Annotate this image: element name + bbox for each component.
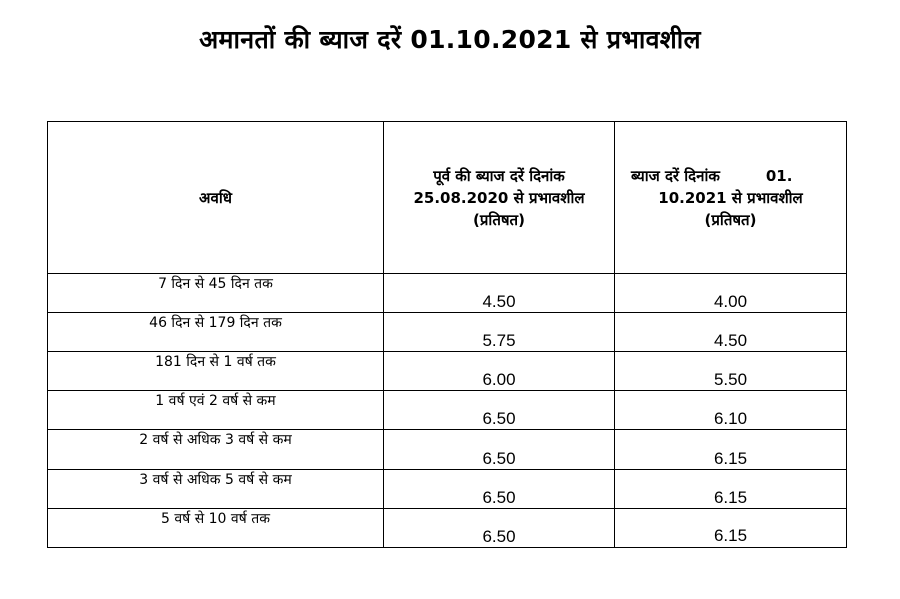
period-cell: 3 वर्ष से अधिक 5 वर्ष से कम	[48, 470, 384, 509]
new-rate-cell: 6.10	[615, 391, 847, 430]
new-rate-cell: 5.50	[615, 352, 847, 391]
table-row	[48, 274, 847, 313]
period-cell: 181 दिन से 1 वर्ष तक	[48, 352, 384, 391]
table-header-row	[48, 122, 847, 274]
header-previous-line2: 25.08.2020 से प्रभावशील	[413, 188, 585, 207]
previous-rate-cell: 5.75	[384, 313, 615, 352]
previous-rate-cell: 6.50	[384, 430, 615, 470]
table-row	[48, 470, 847, 509]
previous-rate-cell: 6.00	[384, 352, 615, 391]
previous-rate-cell: 6.50	[384, 509, 615, 548]
table-row	[48, 430, 847, 470]
new-rate-cell: 6.15	[615, 470, 847, 509]
header-new-line1-date: 01.	[765, 166, 793, 185]
header-new-line1	[615, 165, 846, 187]
new-rate-cell: 6.15	[615, 430, 847, 470]
previous-rate-cell: 6.50	[384, 391, 615, 430]
new-rate-cell: 4.50	[615, 313, 847, 352]
header-previous-rate	[384, 122, 615, 274]
table-row	[48, 352, 847, 391]
new-rate-cell: 4.00	[615, 274, 847, 313]
header-previous-line1: पूर्व की ब्याज दरें दिनांक	[433, 166, 565, 185]
period-cell: 5 वर्ष से 10 वर्ष तक	[48, 509, 384, 548]
header-new-line2: 10.2021 से प्रभावशील	[658, 188, 803, 207]
header-new-line1-text: ब्याज दरें दिनांक	[631, 166, 720, 185]
previous-rate-cell: 4.50	[384, 274, 615, 313]
header-new-line3: (प्रतिषत)	[704, 210, 757, 229]
header-period	[48, 122, 384, 274]
interest-rates-table	[47, 121, 847, 548]
header-new-rate	[615, 122, 847, 274]
period-cell: 1 वर्ष एवं 2 वर्ष से कम	[48, 391, 384, 430]
table-row	[48, 313, 847, 352]
table-row	[48, 509, 847, 548]
new-rate-cell: 6.15	[615, 509, 847, 548]
header-previous-line3: (प्रतिषत)	[473, 210, 525, 229]
page-title: अमानतों की ब्याज दरें 01.10.2021 से प्रभावशील	[199, 25, 701, 54]
period-cell: 7 दिन से 45 दिन तक	[48, 274, 384, 313]
period-cell: 2 वर्ष से अधिक 3 वर्ष से कम	[48, 430, 384, 470]
previous-rate-cell: 6.50	[384, 470, 615, 509]
header-period-label: अवधि	[199, 188, 232, 207]
period-cell: 46 दिन से 179 दिन तक	[48, 313, 384, 352]
table-row	[48, 391, 847, 430]
